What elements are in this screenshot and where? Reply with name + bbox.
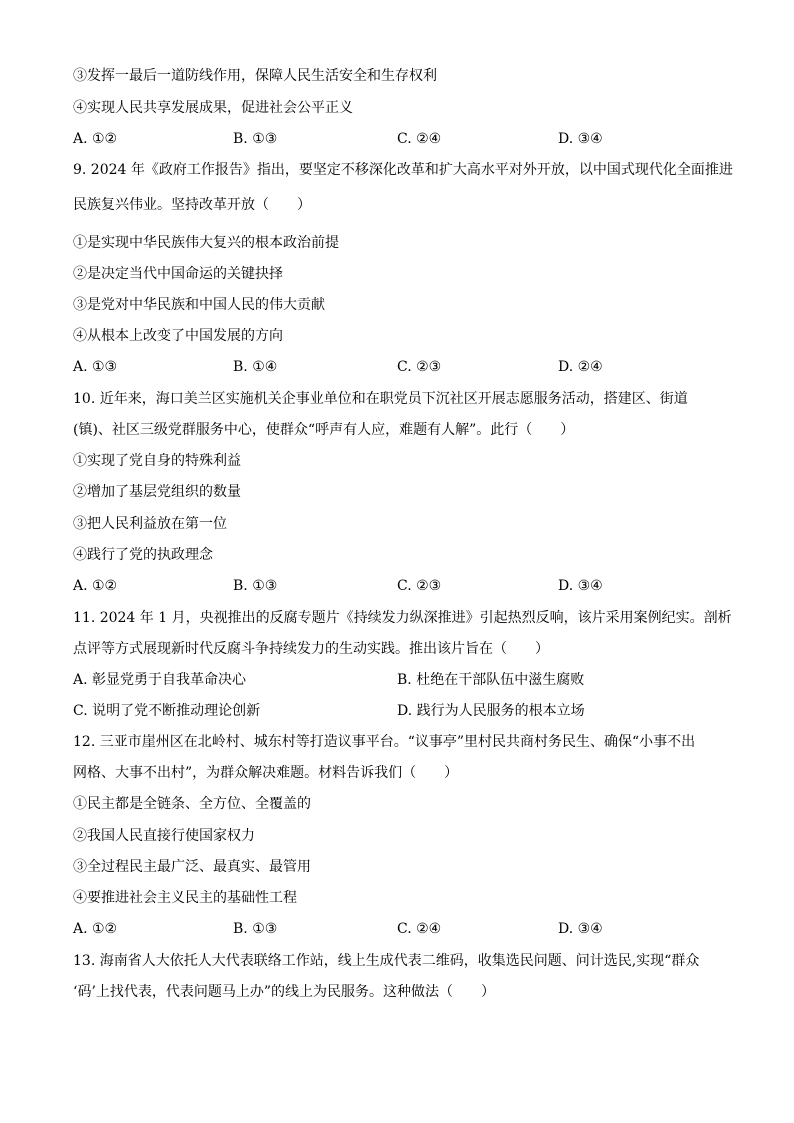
q9-stem-line-1: 9. 2024 年《政府工作报告》指出，要坚定不移深化改革和扩大高水平对外开放，以中国式现代化全面推进 <box>73 162 733 178</box>
q10-statement-3: ③把人民利益放在第一位 <box>73 516 227 532</box>
q11-option-b: B. 杜绝在干部队伍中滋生腐败 <box>397 672 585 688</box>
q8-option-b: B. ①③ <box>233 131 278 147</box>
q9-option-d: D. ②④ <box>558 359 603 375</box>
q8-option-c: C. ②④ <box>397 131 442 147</box>
q11-options-row-2 <box>73 701 733 721</box>
q12-options <box>73 919 733 939</box>
q9-statement-3: ③是党对中华民族和中国人民的伟大贡献 <box>73 297 325 313</box>
q10-stem-line-1: 10. 近年来，海口美兰区实施机关企事业单位和在职党员下沉社区开展志愿服务活动，搭建区、街道 <box>73 391 688 407</box>
q8-option-a: A. ①② <box>73 131 118 147</box>
q12-statement-3: ③全过程民主最广泛、最真实、最管用 <box>73 859 311 875</box>
q9-options <box>73 357 733 377</box>
q8-options <box>73 129 733 149</box>
q10-stem-line-2: (镇)、社区三级党群服务中心，使群众“呼声有人应，难题有人解”。此行（ ） <box>73 422 575 438</box>
q10-options <box>73 576 733 596</box>
q11-option-a: A. 彰显党勇于自我革命决心 <box>73 672 247 688</box>
q11-stem-line-1: 11. 2024 年 1 月，央视推出的反腐专题片《持续发力纵深推进》引起热烈反响，该片采用案例纪实。剖析 <box>73 610 732 626</box>
q11-option-d: D. 践行为人民服务的根本立场 <box>397 703 585 719</box>
q12-option-c: C. ②④ <box>397 921 442 937</box>
q12-option-d: D. ③④ <box>558 921 603 937</box>
q9-statement-1: ①是实现中华民族伟大复兴的根本政治前提 <box>73 235 339 251</box>
q9-statement-2: ②是决定当代中国命运的关键抉择 <box>73 266 283 282</box>
q10-option-c: C. ②③ <box>397 578 442 594</box>
q12-stem-line-1: 12. 三亚市崖州区在北岭村、城东村等打造议事平台。“议事亭”里村民共商村务民生、确保“小事不出 <box>73 734 696 750</box>
q9-option-c: C. ②③ <box>397 359 442 375</box>
q12-statement-1: ①民主都是全链条、全方位、全覆盖的 <box>73 796 311 812</box>
q8-statement-4: ④实现人民共享发展成果，促进社会公平正义 <box>73 100 353 116</box>
q12-statement-4: ④要推进社会主义民主的基础性工程 <box>73 890 297 906</box>
q11-stem-line-2: 点评等方式展现新时代反腐斗争持续发力的生动实践。推出该片旨在（ ） <box>73 641 549 657</box>
q12-stem-line-2: 网格、大事不出村”，为群众解决难题。材料告诉我们（ ） <box>73 765 459 781</box>
q12-option-a: A. ①② <box>73 921 118 937</box>
q12-option-b: B. ①③ <box>233 921 278 937</box>
q11-option-c: C. 说明了党不断推动理论创新 <box>73 703 261 719</box>
q13-stem-line-1: 13. 海南省人大依托人大代表联络工作站，线上生成代表二维码，收集选民问题、问计选民,实现“群众 <box>73 953 700 969</box>
q9-stem-line-2: 民族复兴伟业。坚持改革开放（ ） <box>73 197 311 213</box>
q13-stem-line-2: ‘码’上找代表，代表问题马上办”的线上为民服务。这种做法（ ） <box>73 984 496 1000</box>
q9-statement-4: ④从根本上改变了中国发展的方向 <box>73 328 283 344</box>
q8-statement-3: ③发挥一最后一道防线作用，保障人民生活安全和生存权利 <box>73 68 437 84</box>
q10-statement-1: ①实现了党自身的特殊利益 <box>73 453 241 469</box>
q9-option-b: B. ①④ <box>233 359 278 375</box>
q10-statement-2: ②增加了基层党组织的数量 <box>73 484 241 500</box>
q10-statement-4: ④践行了党的执政理念 <box>73 547 213 563</box>
q11-options-row-1 <box>73 670 733 690</box>
q10-option-d: D. ③④ <box>558 578 603 594</box>
q12-statement-2: ②我国人民直接行使国家权力 <box>73 828 255 844</box>
q10-option-b: B. ①③ <box>233 578 278 594</box>
q9-option-a: A. ①③ <box>73 359 118 375</box>
q8-option-d: D. ③④ <box>558 131 603 147</box>
q10-option-a: A. ①② <box>73 578 118 594</box>
